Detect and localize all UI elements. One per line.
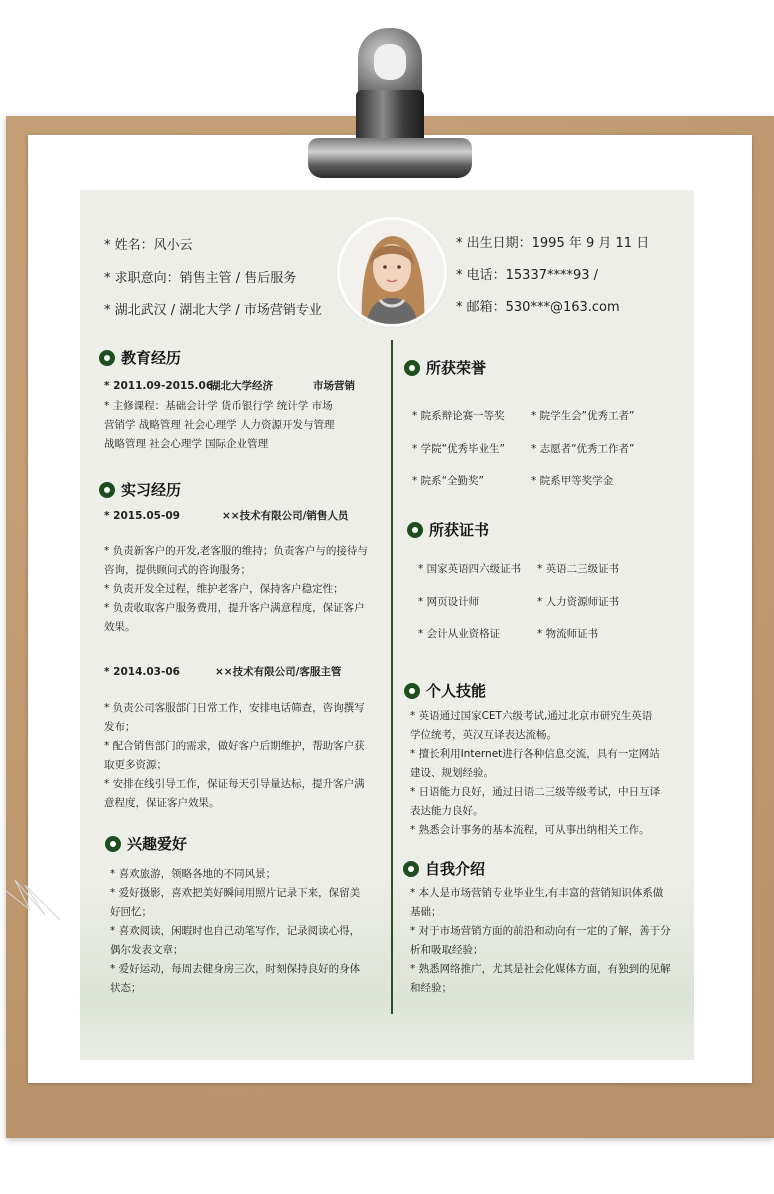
section-bullet-icon <box>404 360 420 376</box>
honors-heading <box>404 357 486 378</box>
avatar <box>340 220 444 324</box>
name-field: * 姓名：风小云 <box>104 238 193 253</box>
certificate-item: * 英语二三级证书 <box>537 563 620 575</box>
birth-field: * 出生日期：1995 年 9 月 11 日 <box>456 236 650 251</box>
email-field: * 邮箱：530***@163.com <box>456 300 620 315</box>
honor-item: * 志愿者“优秀工作者” <box>531 443 635 455</box>
phone-field: * 电话：15337****93 / <box>456 268 599 283</box>
certificates-title: 所获证书 <box>429 521 490 539</box>
job2-duties: * 负责公司客服部门日常工作，安排电话筛查，咨询撰写 发布； * 配合销售部门的需求，做好客户后期维护，帮助客户获 取更多资源； * 安排在线引导工作，保证每天引导量达标，提升客户满 意程度，保证客户效果。 <box>104 702 365 809</box>
column-divider <box>391 340 393 1014</box>
education-school: 湖北大学经济 <box>210 380 273 392</box>
self-intro-title: 自我介绍 <box>425 860 486 878</box>
section-bullet-icon <box>99 350 115 366</box>
honor-item: * 学院“优秀毕业生” <box>412 443 505 455</box>
skills-list: * 英语通过国家CET六级考试,通过北京市研究生英语 学位统考，英汉互译表达流畅。 * 擅长利用Internet进行各种信息交流，具有一定网站 建设、规划经验。 * 日语能力良好，通过日语二三级等级考试，中日互译 表达能力良好。 * 熟悉会计事务的基本流程，可从事出纳相关工作。 <box>410 710 661 836</box>
education-courses: * 主修课程：基础会计学 货币银行学 统计学 市场 营销学 战略管理 社会心理学 人力资源开发与管理 战略管理 社会心理学 国际企业管理 <box>104 400 335 450</box>
job1-period: * 2015.05-09 <box>104 510 180 522</box>
job1-duties: * 负责新客户的开发,老客服的维持；负责客户与的接待与 咨询，提供顾问式的咨询服务； * 负责开发全过程，维护老客户，保持客户稳定性； * 负责收取客户服务费用，提升客户满意程度，保证客户 效果。 <box>104 545 368 633</box>
education-title: 教育经历 <box>121 349 182 367</box>
honor-item: * 院系甲等奖学金 <box>531 475 614 487</box>
intent-field: * 求职意向：销售主管 / 售后服务 <box>104 271 297 286</box>
section-bullet-icon <box>99 482 115 498</box>
job2-company: ××技术有限公司/客服主管 <box>215 666 342 678</box>
section-bullet-icon <box>407 522 423 538</box>
skills-heading <box>404 680 486 701</box>
job1-company: ××技术有限公司/销售人员 <box>222 510 349 522</box>
hobbies-heading <box>105 833 187 854</box>
honor-item: * 院系“全勤奖” <box>412 475 484 487</box>
education-period: * 2011.09-2015.06 <box>104 380 214 392</box>
scribble-decoration <box>0 870 70 930</box>
self-intro-heading <box>403 858 485 879</box>
certificate-item: * 网页设计师 <box>418 596 480 608</box>
certificate-item: * 物流师证书 <box>537 628 599 640</box>
skills-title: 个人技能 <box>426 682 487 700</box>
job2-period: * 2014.03-06 <box>104 666 180 678</box>
self-intro-list: * 本人是市场营销专业毕业生,有丰富的营销知识体系做 基础； * 对于市场营销方面的前沿和动向有一定的了解，善于分 析和吸取经验； * 熟悉网络推广，尤其是社会化媒体方面，有独到的见解 和经验； <box>410 887 671 994</box>
location-field: * 湖北武汉 / 湖北大学 / 市场营销专业 <box>104 303 322 318</box>
certificate-item: * 人力资源师证书 <box>537 596 620 608</box>
honor-item: * 院系辩论赛一等奖 <box>412 410 505 422</box>
honor-item: * 院学生会”优秀工者” <box>531 410 635 422</box>
education-heading <box>99 347 181 368</box>
certificate-item: * 会计从业资格证 <box>418 628 501 640</box>
internship-heading <box>99 479 181 500</box>
certificates-heading <box>407 519 489 540</box>
internship-title: 实习经历 <box>121 481 182 499</box>
honors-title: 所获荣誉 <box>426 359 487 377</box>
certificate-item: * 国家英语四六级证书 <box>418 563 522 575</box>
section-bullet-icon <box>404 683 420 699</box>
hobbies-title: 兴趣爱好 <box>127 835 188 853</box>
hobbies-list: * 喜欢旅游，领略各地的不同风景； * 爱好摄影，喜欢把美好瞬间用照片记录下来，保留美 好回忆； * 喜欢阅读，闲暇时也自己动笔写作，记录阅读心得， 偶尔发表文章； * 爱好运动，每周去健身房三次，时刻保持良好的身体 状态； <box>110 868 361 994</box>
education-major: 市场营销 <box>313 380 355 392</box>
clip-icon <box>300 28 480 178</box>
section-bullet-icon <box>403 861 419 877</box>
section-bullet-icon <box>105 836 121 852</box>
